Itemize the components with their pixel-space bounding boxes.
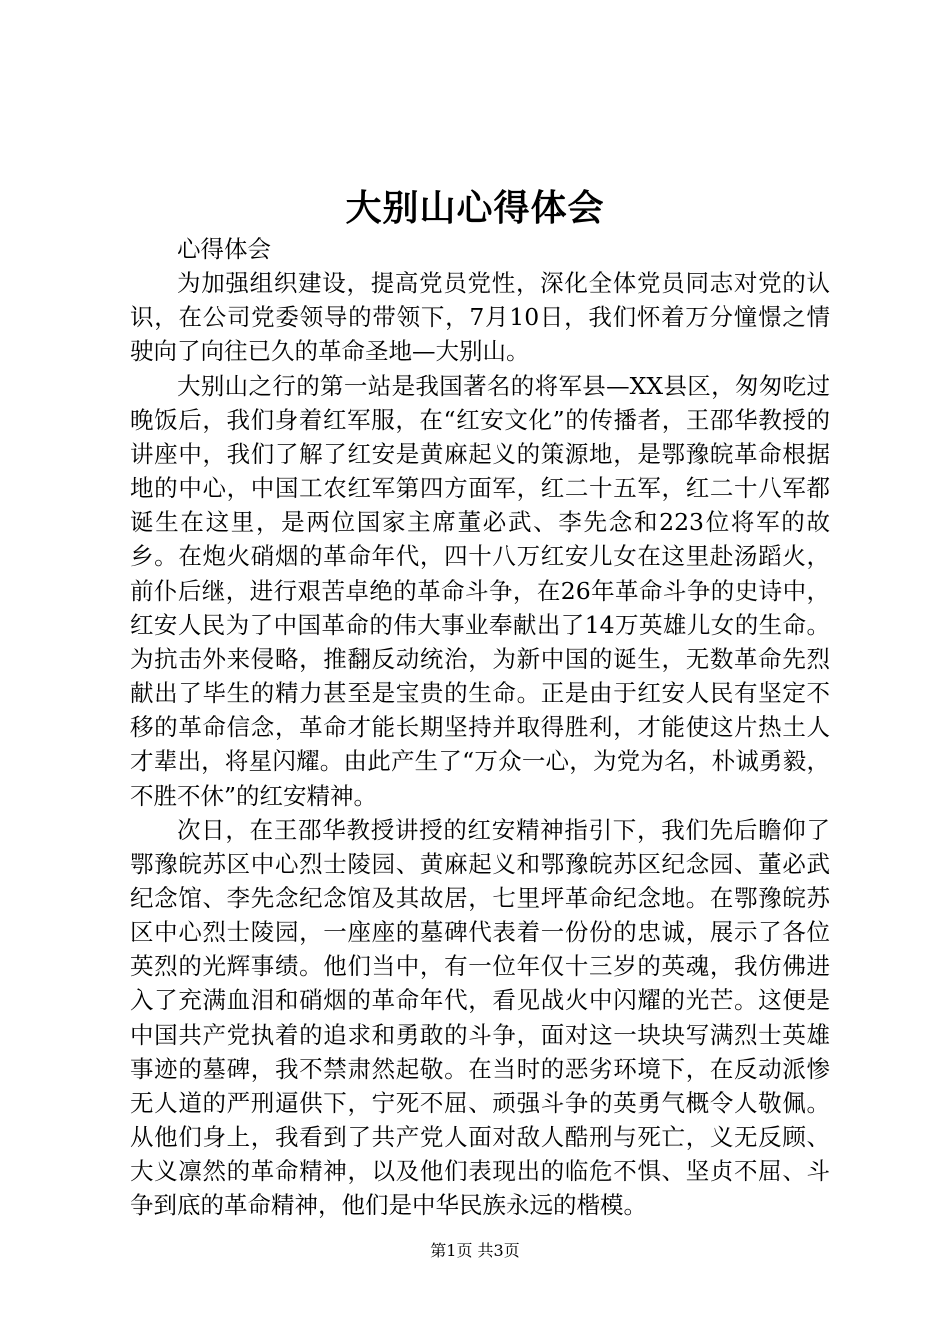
page-footer: 第1页 共3页 — [430, 1241, 520, 1260]
document-title: 大别山心得体会 — [345, 187, 605, 229]
paragraph: 为加强组织建设，提高党员党性，深化全体党员同志对党的认识，在公司党委领导的带领下，7月10日，我们怀着万分憧憬之情驶向了向往已久的革命圣地—大别山。 — [130, 269, 830, 366]
paragraph-heading: 心得体会 — [177, 235, 271, 263]
document-body — [130, 232, 830, 1223]
paragraph: 次日，在王邵华教授讲授的红安精神指引下，我们先后瞻仰了鄂豫皖苏区中心烈士陵园、黄麻起义和鄂豫皖苏区纪念园、董必武纪念馆、李先念纪念馆及其故居，七里坪革命纪念地。在鄂豫皖苏区中心烈士陵园，一座座的墓碑代表着一份份的忠诚，展示了各位英烈的光辉事绩。他们当中，有一位年仅十三岁的英魂，我仿佛进入了充满血泪和硝烟的革命年代，看见战火中闪耀的光芒。这便是中国共产党执着的追求和勇敢的斗争，面对这一块块写满烈士英雄事迹的墓碑，我不禁肃然起敬。在当时的恶劣环境下，在反动派惨无人道的严刑逼供下，宁死不屈、顽强斗争的英勇气概令人敬佩。从他们身上，我看到了共产党人面对敌人酷刑与死亡，义无反顾、大义凛然的革命精神，以及他们表现出的临危不惧、坚贞不屈、斗争到底的革命精神，他们是中华民族永远的楷模。 — [130, 815, 830, 1220]
paragraph: 大别山之行的第一站是我国著名的将军县—XX县区，匆匆吃过晚饭后，我们身着红军服，在“红安文化”的传播者，王邵华教授的讲座中，我们了解了红安是黄麻起义的策源地，是鄂豫皖革命根据地的中心，中国工农红军第四方面军，红二十五军，红二十八军都诞生在这里，是两位国家主席董必武、李先念和223位将军的故乡。在炮火硝烟的革命年代，四十八万红安儿女在这里赴汤蹈火，前仆后继，进行艰苦卓绝的革命斗争，在26年革命斗争的史诗中，红安人民为了中国革命的伟大事业奉献出了14万英雄儿女的生命。为抗击外来侵略，推翻反动统治，为新中国的诞生，无数革命先烈献出了毕生的精力甚至是宝贵的生命。正是由于红安人民有坚定不移的革命信念，革命才能长期坚持并取得胜利，才能使这片热土人才辈出，将星闪耀。由此产生了“万众一心，为党为名，朴诚勇毅，不胜不休”的红安精神。 — [130, 371, 830, 810]
